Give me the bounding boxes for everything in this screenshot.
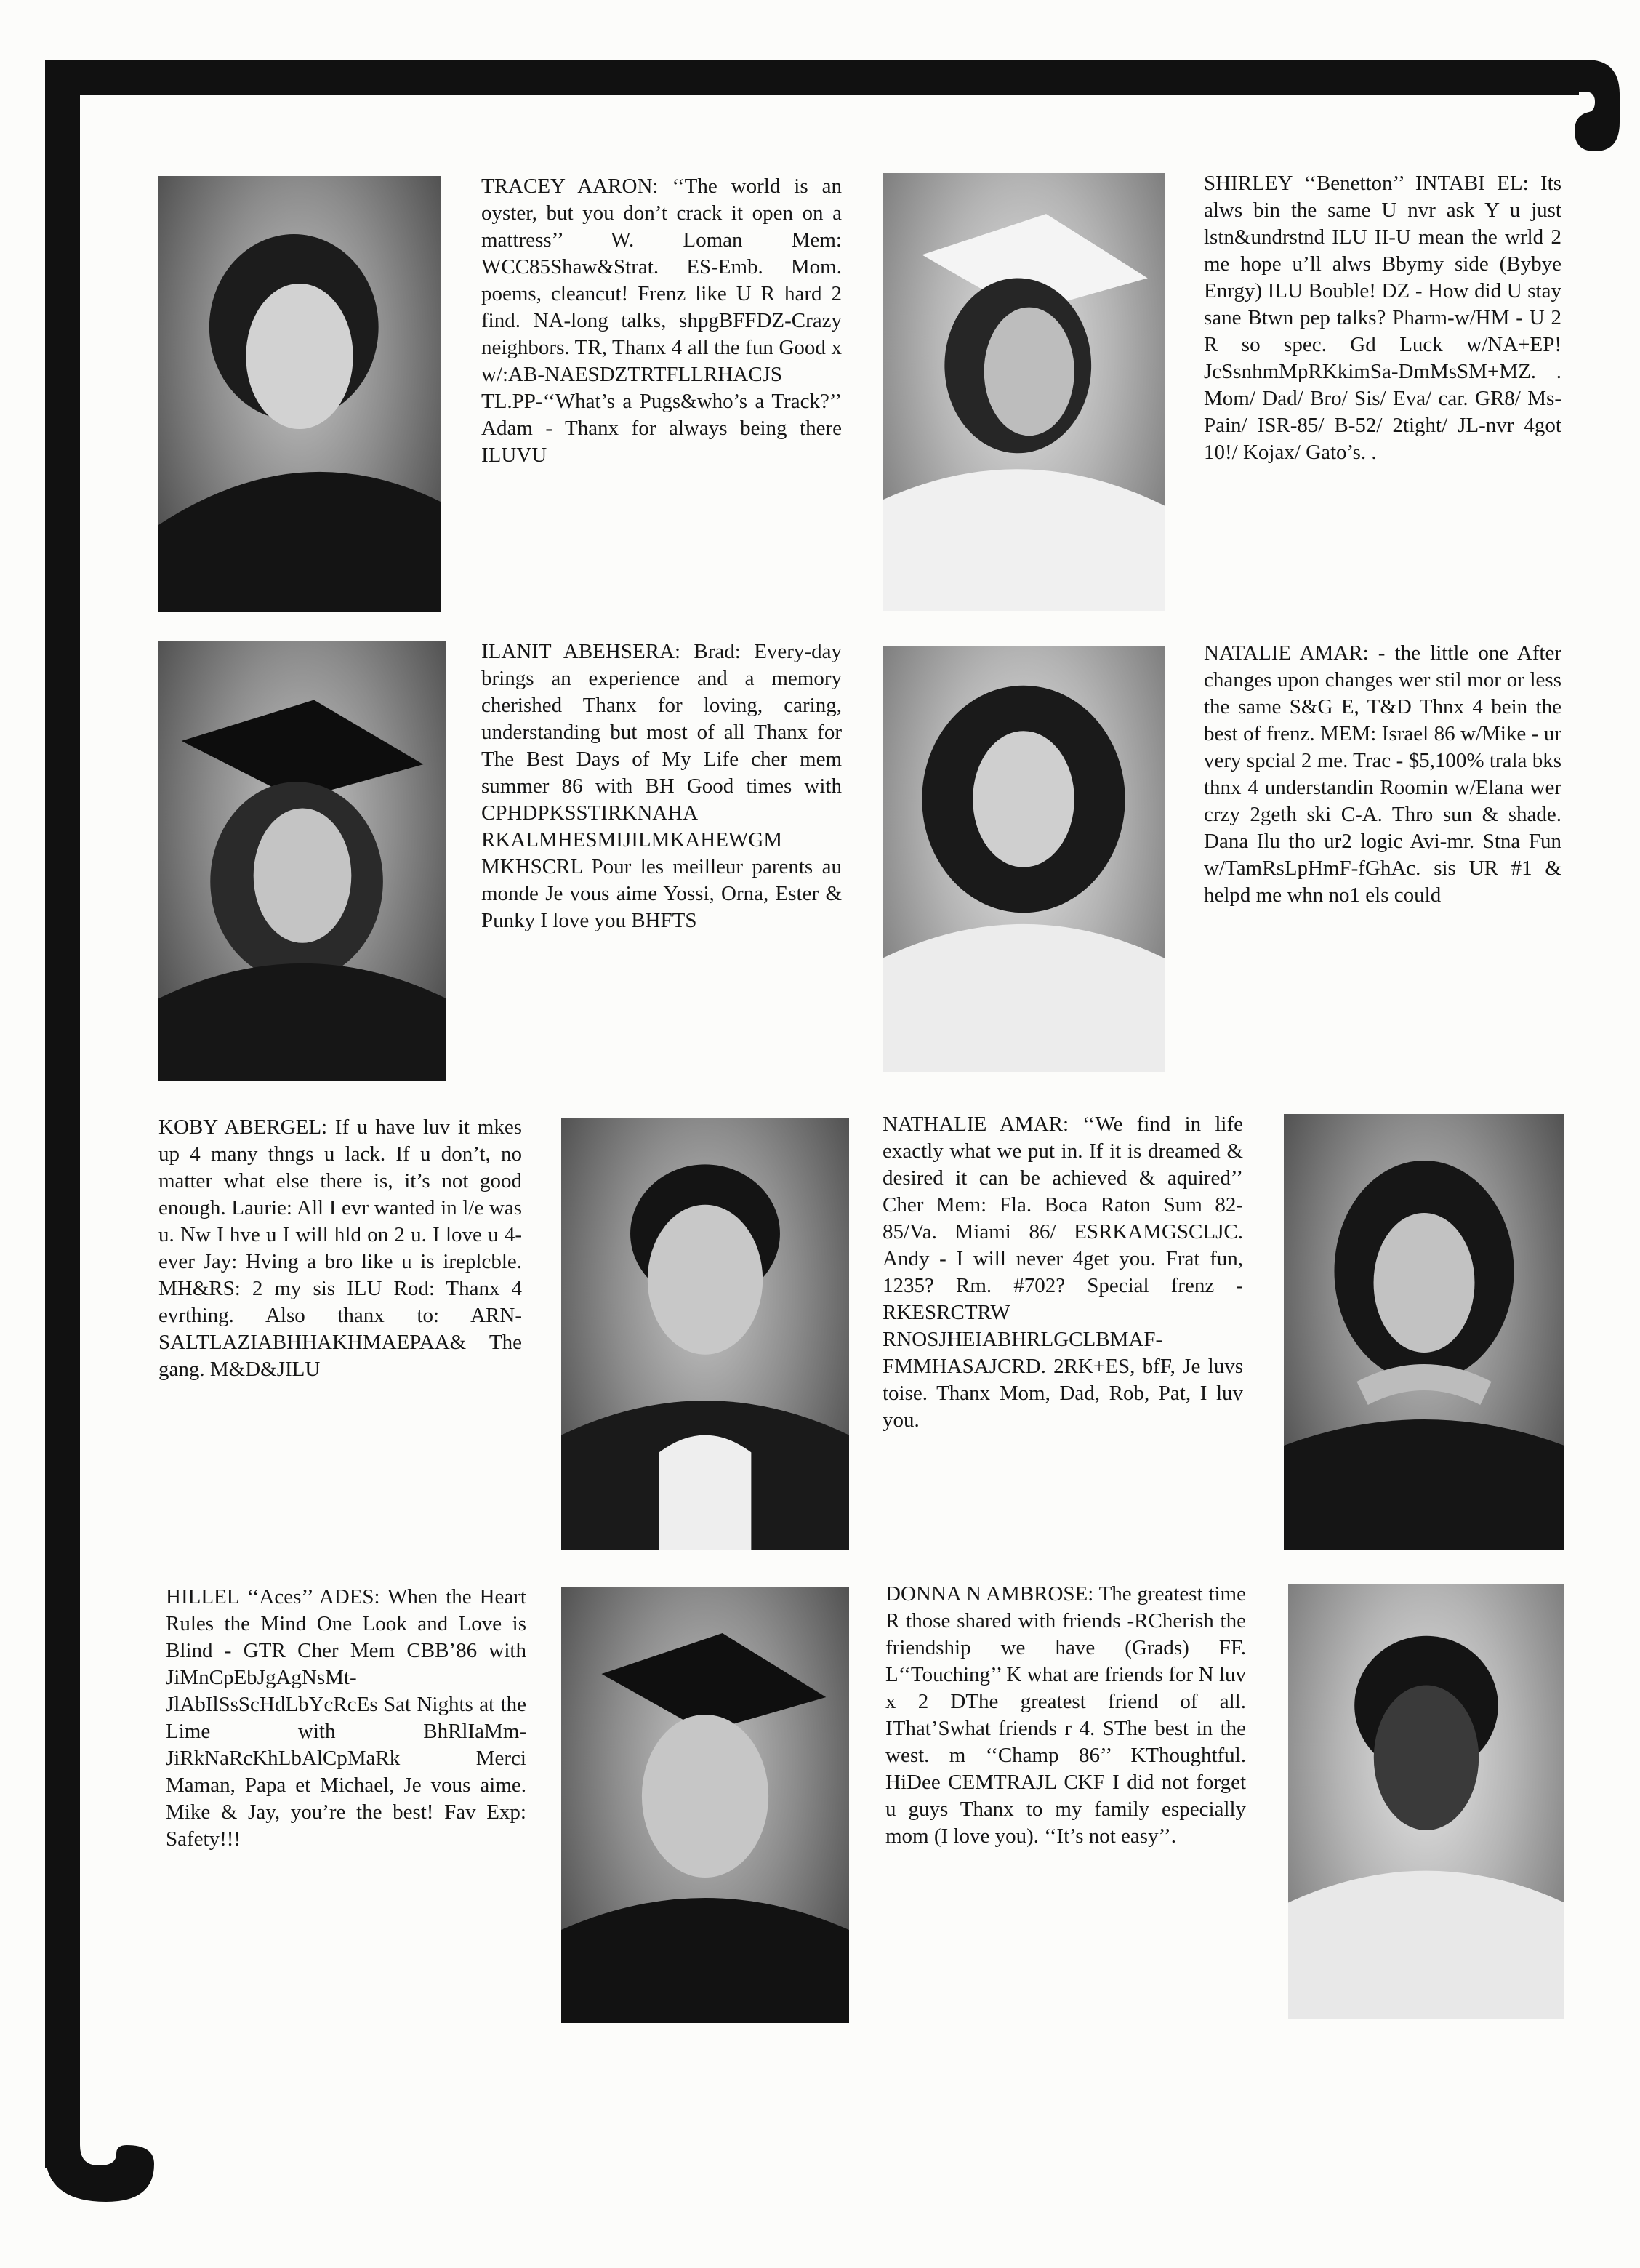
entry-koby-abergel: KOBY ABERGEL: If u have luv it mkes up 4 many thngs u lack. If u don’t, no matter what else there is, it’s not good enough. Laurie: All I evr wanted in l/e was u. Nw I hve u I will hld on 2 u. I love u 4-ever Jay: Hving a bro like u is ireplcble. MH&RS: 2 my sis ILU Rod: Thanx 4 evrthing. Also thanx to: ARN-SALTLAZIABHHAKHMAEPAA& The gang. M&D&JILU <box>158 1115 522 1381</box>
portrait-ilanit-abehsera <box>158 641 446 1081</box>
portrait-nathalie-amar <box>1284 1114 1564 1550</box>
portrait-shirley-intabi <box>883 173 1165 611</box>
portrait-donna-ambrose <box>1288 1584 1564 2019</box>
portrait-natalie-amar <box>883 646 1165 1072</box>
entry-donna-ambrose: DONNA N AMBROSE: The greatest time R those shared with friends -RCherish the friendship we have (Grads) FF. L‘‘Touching’’ K what are friends for N luv x 2 DThe greatest friend of all. IThat’Swhat friends r 4. SThe best in the west. m ‘‘Champ 86’’ KThoughtful. HiDee CEMTRAJL CKF I did not forget u guys Thanx to my family especially mom (I love you). ‘‘It’s not easy’’. <box>885 1582 1246 1848</box>
entry-hillel-ades: HILLEL ‘‘Aces’’ ADES: When the Heart Rules the Mind One Look and Love is Blind - GTR Cher Mem CBB’86 with JiMnCpEbJgAgNsMt-JlAbIlSsScHdLbYcRcEs Sat Nights at the Lime with BhRlIaMm-JiRkNaRcKhLbAlCpMaRk Merci Maman, Papa et Michael, Je vous aime. Mike & Jay, you’re the best! Fav Exp: Safety!!! <box>166 1585 526 1851</box>
portrait-tracey-aaron <box>158 176 441 612</box>
entry-shirley-intabi: SHIRLEY ‘‘Benetton’’ INTABI EL: Its alws bin the same U nvr ask Y u just lstn&undrstnd ILU II-U mean the wrld 2 me hope u’ll alws Bbymy side (Bybye Enrgy) ILU Bouble! DZ - How did U stay sane Btwn pep talks? Pharm-w/HM - U 2 R so spec. Gd Luck w/NA+EP! JcSsnhmMpRKkimSa-DmMsSM+MZ. . Mom/ Dad/ Bro/ Sis/ Eva/ car. GR8/ Ms-Pain/ ISR-85/ B-52/ 2tight/ JL-nvr 4got 10!/ Kojax/ Gato’s. . <box>1204 172 1561 464</box>
page-frame-left <box>45 60 80 2168</box>
page-frame-hook-bottom <box>45 2094 154 2203</box>
entry-natalie-amar: NATALIE AMAR: - the little one After changes upon changes wer stil mor or less the same S&G E, T&D Thnx 4 bein the best of frenz. MEM: Israel 86 w/Mike - ur very spcial 2 me. Trac - $5,100% trala bks thnx 4 understandin Roomin w/Elana wer crzy 2geth ski C-A. Thro sun & shade. Dana Ilu tho ur2 logic Avi-mr. Stna Fun w/TamRsLpHmF-fGhAc. sis UR #1 & helpd me whn no1 els could <box>1204 641 1561 907</box>
entry-ilanit-abehsera: ILANIT ABEHSERA: Brad: Every-day brings an experience and a memory cherished Thanx for loving, caring, understanding but most of all Thanx for The Best Days of My Life cher mem summer 86 with BH Good times with CPHDPKSSTIRKNAHA RKALMHESMIJILMKAHEWGM MKHSCRL Pour les meilleur parents au monde Je vous aime Yossi, Orna, Ester & Punky I love you BHFTS <box>481 640 842 932</box>
portrait-hillel-ades <box>561 1587 849 2023</box>
page-frame-top <box>45 60 1579 95</box>
entry-nathalie-amar: NATHALIE AMAR: ‘‘We find in life exactly what we put in. If it is dreamed & desired it can be achieved & aquired’’ Cher Mem: Fla. Boca Raton Sum 82-85/Va. Miami 86/ ESRKAMGSCLJC. Andy - I will never 4get you. Frat fun, 1235? Rm. #702? Special frenz - RKESRCTRW RNOSJHEIABHRLGCLBMAF-FMMHASAJCRD. 2RK+ES, bfF, Je luvs toise. Thanx Mom, Dad, Rob, Pat, I luv you. <box>883 1113 1243 1432</box>
page-frame-hook-top <box>1534 60 1621 153</box>
portrait-koby-abergel <box>561 1118 849 1550</box>
entry-tracey-aaron: TRACEY AARON: ‘‘The world is an oyster, but you don’t crack it open on a mattress’’ W. Loman Mem: WCC85Shaw&Strat. ES-Emb. Mom. poems, cleancut! Frenz like U R hard 2 find. NA-long talks, shpgBFFDZ-Crazy neighbors. TR, Thanx 4 all the fun Good x w/:AB-NAESDZTRTFLLRHACJS TL.PP-‘‘What’s a Pugs&who’s a Track?’’ Adam - Thanx for always being there ILUVU <box>481 175 842 467</box>
